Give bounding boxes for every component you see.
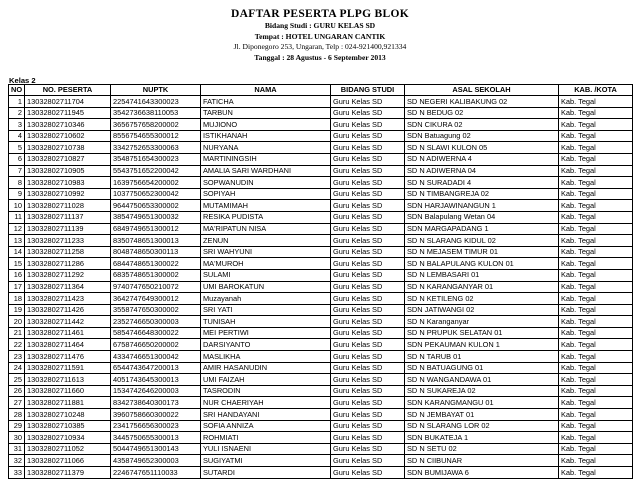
cell-no-peserta: 13032802711881 [25, 397, 111, 409]
cell-nama: SOPWANUDIN [201, 177, 331, 189]
cell-nama: ROHMIATI [201, 432, 331, 444]
cell-asal-sekolah: SD N KARANGANYAR 01 [405, 281, 559, 293]
cell-asal-sekolah: SD N Karanganyar [405, 316, 559, 328]
cell-bidang-studi: Guru Kelas SD [331, 188, 405, 200]
cell-no-peserta: 13032802711464 [25, 339, 111, 351]
cell-nama: YULI ISNAENI [201, 443, 331, 455]
cell-asal-sekolah: SD N SLARANG LOR 02 [405, 420, 559, 432]
cell-nama: SULAMI [201, 269, 331, 281]
cell-no-peserta: 13032802711137 [25, 211, 111, 223]
cell-nuptk: 5543751652200042 [111, 165, 201, 177]
cell-no-peserta: 13032802711286 [25, 258, 111, 270]
cell-nuptk: 9644750653300002 [111, 200, 201, 212]
cell-kab-kota: Kab. Tegal [559, 351, 633, 363]
cell-no: 26 [9, 385, 25, 397]
cell-no: 19 [9, 304, 25, 316]
cell-nama: NURYANA [201, 142, 331, 154]
cell-nuptk: 3558747650300002 [111, 304, 201, 316]
cell-bidang-studi: Guru Kelas SD [331, 246, 405, 258]
cell-no: 13 [9, 235, 25, 247]
cell-no: 11 [9, 211, 25, 223]
cell-no: 7 [9, 165, 25, 177]
cell-nama: MA'MUROH [201, 258, 331, 270]
col-header-asal-sekolah: ASAL SEKOLAH [405, 85, 559, 96]
cell-asal-sekolah: SDN HARJAWINANGUN 1 [405, 200, 559, 212]
cell-no: 12 [9, 223, 25, 235]
cell-nama: MEI PERTIWI [201, 327, 331, 339]
cell-nama: DARSIYANTO [201, 339, 331, 351]
cell-bidang-studi: Guru Kelas SD [331, 304, 405, 316]
table-row [9, 177, 633, 189]
table-row [9, 130, 633, 142]
cell-bidang-studi: Guru Kelas SD [331, 165, 405, 177]
cell-kab-kota: Kab. Tegal [559, 96, 633, 108]
table-row [9, 432, 633, 444]
cell-kab-kota: Kab. Tegal [559, 443, 633, 455]
cell-bidang-studi: Guru Kelas SD [331, 177, 405, 189]
cell-no: 16 [9, 269, 25, 281]
cell-no-peserta: 13032802711613 [25, 374, 111, 386]
table-row [9, 119, 633, 131]
cell-nama: UMI FAIZAH [201, 374, 331, 386]
table-row [9, 223, 633, 235]
table-row [9, 316, 633, 328]
cell-asal-sekolah: SDN Batuagung 02 [405, 130, 559, 142]
alamat: Jl. Diponegoro 253, Ungaran, Telp : 024-921400,921334 [233, 42, 407, 51]
table-row [9, 293, 633, 305]
cell-bidang-studi: Guru Kelas SD [331, 397, 405, 409]
cell-nuptk: 8048748650300113 [111, 246, 201, 258]
cell-bidang-studi: Guru Kelas SD [331, 200, 405, 212]
col-header-bidang-studi: BIDANG STUDI [331, 85, 405, 96]
cell-asal-sekolah: SD N SLARANG KIDUL 02 [405, 235, 559, 247]
cell-no-peserta: 13032802711028 [25, 200, 111, 212]
cell-nuptk: 3342752653300063 [111, 142, 201, 154]
cell-nama: Muzayanah [201, 293, 331, 305]
cell-bidang-studi: Guru Kelas SD [331, 443, 405, 455]
table-row [9, 211, 633, 223]
cell-no: 27 [9, 397, 25, 409]
cell-no: 17 [9, 281, 25, 293]
cell-nuptk: 1534742646200003 [111, 385, 201, 397]
cell-kab-kota: Kab. Tegal [559, 211, 633, 223]
cell-nuptk: 8342738640300173 [111, 397, 201, 409]
cell-bidang-studi: Guru Kelas SD [331, 327, 405, 339]
cell-asal-sekolah: SD N CIIBUNAR [405, 455, 559, 467]
cell-no: 21 [9, 327, 25, 339]
cell-asal-sekolah: SD N MEJASEM TIMUR 01 [405, 246, 559, 258]
table-row [9, 467, 633, 479]
cell-nuptk: 3445750655300013 [111, 432, 201, 444]
cell-nama: SRI HANDAYANI [201, 409, 331, 421]
cell-nuptk: 3960758660300022 [111, 409, 201, 421]
cell-no-peserta: 13032802711066 [25, 455, 111, 467]
table-row [9, 455, 633, 467]
tempat: Tempat : HOTEL UNGARAN CANTIK [254, 31, 386, 41]
cell-nama: ISTIKHANAH [201, 130, 331, 142]
cell-asal-sekolah: SDN PEKAUMAN KULON 1 [405, 339, 559, 351]
cell-bidang-studi: Guru Kelas SD [331, 107, 405, 119]
cell-nuptk: 6844748651300022 [111, 258, 201, 270]
cell-nama: UMI BAROKATUN [201, 281, 331, 293]
cell-asal-sekolah: SDN JATIWANGI 02 [405, 304, 559, 316]
cell-no-peserta: 13032802710983 [25, 177, 111, 189]
cell-no-peserta: 13032802710827 [25, 153, 111, 165]
cell-no-peserta: 13032802710992 [25, 188, 111, 200]
table-row [9, 374, 633, 386]
cell-no-peserta: 13032802710905 [25, 165, 111, 177]
cell-asal-sekolah: SDN MARGAPADANG 1 [405, 223, 559, 235]
cell-nuptk: 3854749651300032 [111, 211, 201, 223]
cell-nuptk: 2352746650300003 [111, 316, 201, 328]
cell-asal-sekolah: SD N KETILENG 02 [405, 293, 559, 305]
cell-bidang-studi: Guru Kelas SD [331, 432, 405, 444]
cell-no: 9 [9, 188, 25, 200]
cell-no: 5 [9, 142, 25, 154]
cell-nama: AMIR HASANUDIN [201, 362, 331, 374]
cell-kab-kota: Kab. Tegal [559, 130, 633, 142]
cell-no: 31 [9, 443, 25, 455]
table-row [9, 409, 633, 421]
cell-bidang-studi: Guru Kelas SD [331, 339, 405, 351]
cell-nuptk: 2254741643300023 [111, 96, 201, 108]
cell-nama: SOFIA ANNIZA [201, 420, 331, 432]
cell-no: 32 [9, 455, 25, 467]
cell-nama: SRI YATI [201, 304, 331, 316]
cell-nama: TARBUN [201, 107, 331, 119]
table-row [9, 327, 633, 339]
table-row [9, 188, 633, 200]
cell-asal-sekolah: SD N SLAWI KULON 05 [405, 142, 559, 154]
cell-kab-kota: Kab. Tegal [559, 362, 633, 374]
cell-no-peserta: 13032802711945 [25, 107, 111, 119]
col-header-kab-kota: KAB. /KOTA [559, 85, 633, 96]
cell-nuptk: 4358749652300003 [111, 455, 201, 467]
cell-asal-sekolah: SDN Balapulang Wetan 04 [405, 211, 559, 223]
cell-no-peserta: 13032802711364 [25, 281, 111, 293]
table-row [9, 258, 633, 270]
table-row [9, 107, 633, 119]
cell-kab-kota: Kab. Tegal [559, 142, 633, 154]
cell-no-peserta: 13032802710385 [25, 420, 111, 432]
cell-asal-sekolah: SDN BUKATEJA 1 [405, 432, 559, 444]
cell-no-peserta: 13032802711704 [25, 96, 111, 108]
document-header [0, 8, 640, 63]
col-header-no: NO [9, 85, 25, 96]
cell-kab-kota: Kab. Tegal [559, 374, 633, 386]
table-row [9, 420, 633, 432]
cell-asal-sekolah: SDN BUMIJAWA 6 [405, 467, 559, 479]
cell-kab-kota: Kab. Tegal [559, 327, 633, 339]
cell-no-peserta: 13032802711139 [25, 223, 111, 235]
cell-kab-kota: Kab. Tegal [559, 432, 633, 444]
cell-no: 28 [9, 409, 25, 421]
cell-no-peserta: 13032802711426 [25, 304, 111, 316]
cell-asal-sekolah: SD N BEDUG 02 [405, 107, 559, 119]
cell-kab-kota: Kab. Tegal [559, 177, 633, 189]
cell-no: 15 [9, 258, 25, 270]
cell-kab-kota: Kab. Tegal [559, 293, 633, 305]
table-row [9, 281, 633, 293]
cell-no: 29 [9, 420, 25, 432]
cell-asal-sekolah: SD N ADIWERNA 4 [405, 153, 559, 165]
cell-no: 18 [9, 293, 25, 305]
cell-no-peserta: 13032802711292 [25, 269, 111, 281]
cell-kab-kota: Kab. Tegal [559, 409, 633, 421]
cell-asal-sekolah: SD N JEMBAYAT 01 [405, 409, 559, 421]
cell-nuptk: 6849749651300012 [111, 223, 201, 235]
cell-no: 4 [9, 130, 25, 142]
cell-kab-kota: Kab. Tegal [559, 420, 633, 432]
cell-kab-kota: Kab. Tegal [559, 467, 633, 479]
table-row [9, 339, 633, 351]
cell-kab-kota: Kab. Tegal [559, 200, 633, 212]
cell-nuptk: 5854746648300022 [111, 327, 201, 339]
cell-no-peserta: 13032802710602 [25, 130, 111, 142]
cell-asal-sekolah: SD N SUKAREJA 02 [405, 385, 559, 397]
cell-no-peserta: 13032802711442 [25, 316, 111, 328]
table-row [9, 96, 633, 108]
cell-no: 30 [9, 432, 25, 444]
cell-no: 23 [9, 351, 25, 363]
cell-bidang-studi: Guru Kelas SD [331, 211, 405, 223]
cell-no: 8 [9, 177, 25, 189]
cell-kab-kota: Kab. Tegal [559, 188, 633, 200]
cell-asal-sekolah: SD N TIMBANGREJA 02 [405, 188, 559, 200]
cell-nama: SUTARDI [201, 467, 331, 479]
document-title: DAFTAR PESERTA PLPG BLOK [231, 8, 409, 20]
cell-no-peserta: 13032802711461 [25, 327, 111, 339]
cell-no-peserta: 13032802711258 [25, 246, 111, 258]
cell-kab-kota: Kab. Tegal [559, 258, 633, 270]
cell-no: 3 [9, 119, 25, 131]
cell-kab-kota: Kab. Tegal [559, 223, 633, 235]
cell-kab-kota: Kab. Tegal [559, 385, 633, 397]
table-row [9, 235, 633, 247]
cell-kab-kota: Kab. Tegal [559, 455, 633, 467]
cell-kab-kota: Kab. Tegal [559, 246, 633, 258]
cell-nuptk: 3542736638110053 [111, 107, 201, 119]
cell-nama: TUNISAH [201, 316, 331, 328]
cell-bidang-studi: Guru Kelas SD [331, 316, 405, 328]
cell-nuptk: 3642747649300012 [111, 293, 201, 305]
table-row [9, 443, 633, 455]
cell-no: 14 [9, 246, 25, 258]
cell-nuptk: 1639756654200002 [111, 177, 201, 189]
cell-bidang-studi: Guru Kelas SD [331, 385, 405, 397]
table-row [9, 351, 633, 363]
table-row [9, 269, 633, 281]
cell-bidang-studi: Guru Kelas SD [331, 467, 405, 479]
cell-bidang-studi: Guru Kelas SD [331, 130, 405, 142]
cell-asal-sekolah: SDN CIKURA 02 [405, 119, 559, 131]
cell-nuptk: 2246747651110033 [111, 467, 201, 479]
cell-bidang-studi: Guru Kelas SD [331, 420, 405, 432]
table-header-row [9, 85, 633, 96]
participant-table [8, 84, 633, 479]
cell-nuptk: 3548751654300023 [111, 153, 201, 165]
cell-no: 24 [9, 362, 25, 374]
cell-nama: AMALIA SARI WARDHANI [201, 165, 331, 177]
table-row [9, 246, 633, 258]
cell-asal-sekolah: SDN KARANGMANGU 01 [405, 397, 559, 409]
cell-no-peserta: 13032802711233 [25, 235, 111, 247]
cell-kab-kota: Kab. Tegal [559, 316, 633, 328]
cell-nama: RESIKA PUDISTA [201, 211, 331, 223]
cell-kab-kota: Kab. Tegal [559, 153, 633, 165]
cell-no-peserta: 13032802711052 [25, 443, 111, 455]
cell-no-peserta: 13032802711591 [25, 362, 111, 374]
cell-no: 33 [9, 467, 25, 479]
table-row [9, 397, 633, 409]
cell-kab-kota: Kab. Tegal [559, 165, 633, 177]
cell-nama: ZENUN [201, 235, 331, 247]
cell-nuptk: 5044749651300143 [111, 443, 201, 455]
cell-nuptk: 4051743645300013 [111, 374, 201, 386]
cell-asal-sekolah: SD NEGERI KALIBAKUNG 02 [405, 96, 559, 108]
bidang-studi: Bidang Studi : GURU KELAS SD [264, 21, 376, 30]
table-row [9, 153, 633, 165]
cell-asal-sekolah: SD N WANGANDAWA 01 [405, 374, 559, 386]
cell-nuptk: 8350748651300013 [111, 235, 201, 247]
cell-nama: SOPIYAH [201, 188, 331, 200]
cell-nuptk: 6544743647200013 [111, 362, 201, 374]
cell-nama: SUGIYATMI [201, 455, 331, 467]
cell-nama: MUTAMIMAH [201, 200, 331, 212]
table-row [9, 304, 633, 316]
cell-asal-sekolah: SD N TARUB 01 [405, 351, 559, 363]
cell-no-peserta: 13032802711660 [25, 385, 111, 397]
kelas-label: Kelas 2 [9, 76, 36, 85]
cell-asal-sekolah: SD N ADIWERNA 04 [405, 165, 559, 177]
cell-bidang-studi: Guru Kelas SD [331, 362, 405, 374]
cell-bidang-studi: Guru Kelas SD [331, 235, 405, 247]
cell-bidang-studi: Guru Kelas SD [331, 269, 405, 281]
cell-asal-sekolah: SD N SURADADI 4 [405, 177, 559, 189]
cell-nama: NUR CHAERIYAH [201, 397, 331, 409]
cell-nama: FATICHA [201, 96, 331, 108]
table-row [9, 362, 633, 374]
cell-bidang-studi: Guru Kelas SD [331, 142, 405, 154]
cell-asal-sekolah: SD N BALAPULANG KULON 01 [405, 258, 559, 270]
cell-nuptk: 6758746650200002 [111, 339, 201, 351]
cell-no-peserta: 13032802711423 [25, 293, 111, 305]
cell-nama: SRI WAHYUNI [201, 246, 331, 258]
cell-kab-kota: Kab. Tegal [559, 281, 633, 293]
col-header-nama: NAMA [201, 85, 331, 96]
cell-no-peserta: 13032802710738 [25, 142, 111, 154]
cell-bidang-studi: Guru Kelas SD [331, 455, 405, 467]
table-row [9, 200, 633, 212]
cell-nuptk: 9740747650210072 [111, 281, 201, 293]
cell-bidang-studi: Guru Kelas SD [331, 119, 405, 131]
table-row [9, 142, 633, 154]
cell-no-peserta: 13032802710248 [25, 409, 111, 421]
cell-nama: MUJIONO [201, 119, 331, 131]
cell-no: 10 [9, 200, 25, 212]
cell-bidang-studi: Guru Kelas SD [331, 281, 405, 293]
cell-no-peserta: 13032802710934 [25, 432, 111, 444]
cell-nama: TASRODIN [201, 385, 331, 397]
cell-nuptk: 2341756656300023 [111, 420, 201, 432]
cell-nama: MA'RIPATUN NISA [201, 223, 331, 235]
cell-no-peserta: 13032802711379 [25, 467, 111, 479]
cell-bidang-studi: Guru Kelas SD [331, 374, 405, 386]
cell-no: 2 [9, 107, 25, 119]
cell-nuptk: 4334746651300042 [111, 351, 201, 363]
cell-no-peserta: 13032802710346 [25, 119, 111, 131]
cell-bidang-studi: Guru Kelas SD [331, 409, 405, 421]
table-row [9, 385, 633, 397]
cell-kab-kota: Kab. Tegal [559, 119, 633, 131]
cell-bidang-studi: Guru Kelas SD [331, 153, 405, 165]
cell-asal-sekolah: SD N LEMBASARI 01 [405, 269, 559, 281]
col-header-nuptk: NUPTK [111, 85, 201, 96]
cell-nama: MASLIKHA [201, 351, 331, 363]
cell-bidang-studi: Guru Kelas SD [331, 293, 405, 305]
cell-nama: MARTININGSIH [201, 153, 331, 165]
cell-no: 20 [9, 316, 25, 328]
cell-kab-kota: Kab. Tegal [559, 107, 633, 119]
cell-no: 25 [9, 374, 25, 386]
cell-bidang-studi: Guru Kelas SD [331, 351, 405, 363]
cell-asal-sekolah: SD N BATUAGUNG 01 [405, 362, 559, 374]
cell-nuptk: 3656757658200002 [111, 119, 201, 131]
cell-bidang-studi: Guru Kelas SD [331, 258, 405, 270]
cell-kab-kota: Kab. Tegal [559, 339, 633, 351]
cell-kab-kota: Kab. Tegal [559, 269, 633, 281]
cell-no: 6 [9, 153, 25, 165]
cell-nuptk: 1037750652300042 [111, 188, 201, 200]
cell-nuptk: 6835748651300002 [111, 269, 201, 281]
cell-no: 22 [9, 339, 25, 351]
cell-kab-kota: Kab. Tegal [559, 397, 633, 409]
cell-asal-sekolah: SD N SETU 02 [405, 443, 559, 455]
cell-kab-kota: Kab. Tegal [559, 304, 633, 316]
cell-no: 1 [9, 96, 25, 108]
cell-kab-kota: Kab. Tegal [559, 235, 633, 247]
col-header-no-peserta: NO. PESERTA [25, 85, 111, 96]
table-row [9, 165, 633, 177]
tanggal: Tanggal : 28 Agustus - 6 September 2013 [254, 52, 386, 62]
cell-bidang-studi: Guru Kelas SD [331, 96, 405, 108]
cell-bidang-studi: Guru Kelas SD [331, 223, 405, 235]
cell-no-peserta: 13032802711476 [25, 351, 111, 363]
cell-nuptk: 8556754655300012 [111, 130, 201, 142]
cell-asal-sekolah: SD N PRUPUK SELATAN 01 [405, 327, 559, 339]
